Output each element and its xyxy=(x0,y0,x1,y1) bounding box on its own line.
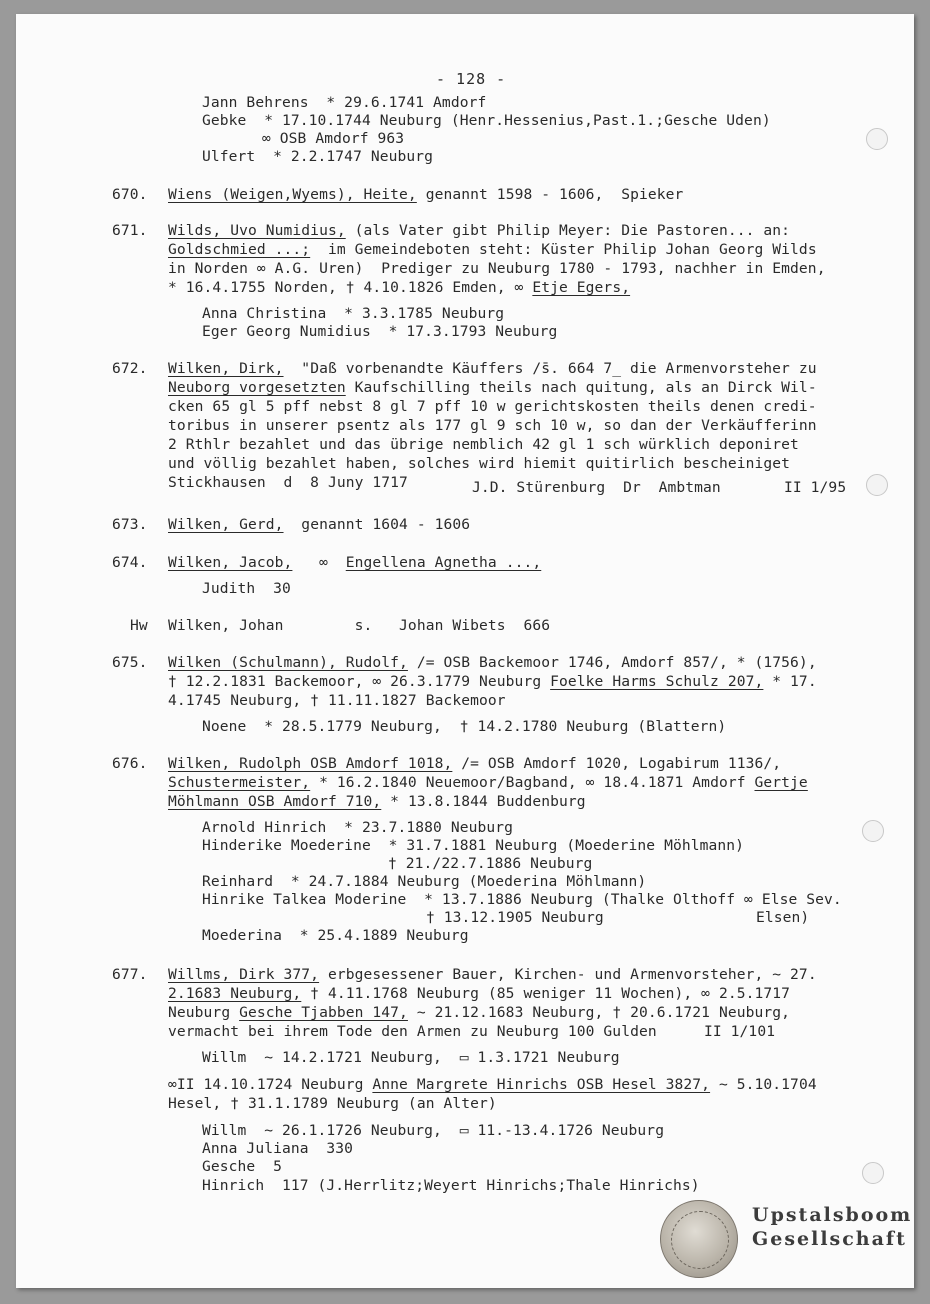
entry-name: Wilken, Rudolph OSB Amdorf 1018, xyxy=(168,755,453,772)
reference: II 1/95 xyxy=(784,479,847,496)
child-line: Arnold Hinrich * 23.7.1880 Neuburg xyxy=(202,819,514,836)
spouse-name: Gertje xyxy=(754,774,808,791)
entry-text: Kaufschilling theils nach quitung, als an Dirck Wil- xyxy=(345,379,817,396)
child-line: † 13.12.1905 Neuburg xyxy=(426,909,604,926)
entry-number: 674. xyxy=(112,554,148,571)
child-line: Moederina * 25.4.1889 Neuburg xyxy=(202,927,469,944)
punch-hole-icon xyxy=(862,1162,884,1184)
text-line: ∞ OSB Amdorf 963 xyxy=(262,130,405,147)
entry-line: Stickhausen d 8 Juny 1717 xyxy=(168,474,408,491)
entry-line xyxy=(168,1004,790,1022)
child-line: Hinrike Talkea Moderine * 13.7.1886 Neuburg (Thalke Olthoff ∞ Else Sev. xyxy=(202,891,842,908)
spouse-name: Foelke Harms Schulz 207, xyxy=(550,673,764,690)
entry-line xyxy=(168,186,683,204)
signature-line: J.D. Stürenburg Dr Ambtman xyxy=(472,479,721,496)
entry-text: ~ 21.12.1683 Neuburg, † 20.6.1721 Neuburg, xyxy=(407,1004,791,1021)
child-line: Reinhard * 24.7.1884 Neuburg (Moederina Möhlmann) xyxy=(202,873,647,890)
entry-line xyxy=(168,379,817,397)
child-line: Eger Georg Numidius * 17.3.1793 Neuburg xyxy=(202,323,558,340)
punch-hole-icon xyxy=(866,128,888,150)
entry-name: Wilken, Dirk, xyxy=(168,360,284,377)
logo-line-1: Upstalsboom xyxy=(752,1204,913,1226)
entry-number: 673. xyxy=(112,516,148,533)
entry-text: /= OSB Backemoor 1746, Amdorf 857/, * (1756), xyxy=(407,654,817,671)
entry-text: erbgesessener Bauer, Kirchen- und Armenvorsteher, ~ 27. xyxy=(319,966,817,983)
entry-number: 670. xyxy=(112,186,148,203)
document-page xyxy=(16,14,914,1288)
child-line: Judith 30 xyxy=(202,580,291,597)
entry-text: ∞ xyxy=(292,554,346,571)
entry-text: ~ 5.10.1704 xyxy=(710,1076,817,1093)
reference: II 1/101 xyxy=(704,1023,776,1040)
child-line: Willm ~ 26.1.1726 Neuburg, ▭ 11.-13.4.1726 Neuburg xyxy=(202,1122,665,1139)
entry-line xyxy=(168,673,817,691)
entry-text: * 16.2.1840 Neuemoor/Bagband, ∞ 18.4.1871 Amdorf xyxy=(310,774,755,791)
entry-line: 2 Rthlr bezahlet und das übrige nemblich 42 gl 1 sch würklich deponiret xyxy=(168,436,799,453)
spouse-name: Anne Margrete Hinrichs OSB Hesel 3827, xyxy=(372,1076,711,1093)
entry-line xyxy=(168,966,817,984)
entry-line xyxy=(168,654,817,672)
entry-text: (als Vater gibt Philip Meyer: Die Pastoren... an: xyxy=(345,222,791,239)
entry-name: Wilds, Uvo Numidius, xyxy=(168,222,346,239)
entry-name: Wilken (Schulmann), Rudolf, xyxy=(168,654,408,671)
child-line: Anna Christina * 3.3.1785 Neuburg xyxy=(202,305,505,322)
child-line: Noene * 28.5.1779 Neuburg, † 14.2.1780 Neuburg (Blattern) xyxy=(202,718,727,735)
punch-hole-icon xyxy=(866,474,888,496)
entry-number: Hw xyxy=(130,617,148,634)
entry-line xyxy=(168,1076,817,1094)
logo-line-2: Gesellschaft xyxy=(752,1228,907,1250)
underlined-text: Schustermeister, xyxy=(168,774,311,791)
entry-text: † 4.11.1768 Neuburg (85 weniger 11 Wochen), ∞ 2.5.1717 xyxy=(301,985,791,1002)
spouse-name: Etje Egers, xyxy=(532,279,631,296)
entry-line: vermacht bei ihrem Tode den Armen zu Neuburg 100 Gulden xyxy=(168,1023,657,1040)
child-line: † 21./22.7.1886 Neuburg xyxy=(388,855,593,872)
spouse-name: Möhlmann OSB Amdorf 710, xyxy=(168,793,382,810)
seal-icon xyxy=(660,1200,738,1278)
upstalsboom-logo xyxy=(660,1200,913,1280)
entry-line xyxy=(168,793,586,811)
entry-text: ∞II 14.10.1724 Neuburg xyxy=(168,1076,373,1093)
entry-number: 672. xyxy=(112,360,148,377)
entry-text: † 12.2.1831 Backemoor, ∞ 26.3.1779 Neuburg xyxy=(168,673,551,690)
spouse-name: Gesche Tjabben 147, xyxy=(239,1004,408,1021)
entry-name: Wilken, Gerd, xyxy=(168,516,284,533)
entry-text: /= OSB Amdorf 1020, Logabirum 1136/, xyxy=(452,755,782,772)
child-line: Gesche 5 xyxy=(202,1158,282,1175)
entry-name: Willms, Dirk 377, xyxy=(168,966,320,983)
underlined-text: Neuborg vorgesetzten xyxy=(168,379,346,396)
entry-line: cken 65 gl 5 pff nebst 8 gl 7 pff 10 w gerichtskosten theils denen credi- xyxy=(168,398,817,415)
underlined-text: 2.1683 Neuburg, xyxy=(168,985,302,1002)
entry-line: in Norden ∞ A.G. Uren) Prediger zu Neuburg 1780 - 1793, nachher in Emden, xyxy=(168,260,826,277)
entry-line: Hesel, † 31.1.1789 Neuburg (an Alter) xyxy=(168,1095,497,1112)
entry-line: toribus in unserer psentz als 177 gl 9 sch 10 w, so dan der Verkäufferinn xyxy=(168,417,817,434)
entry-number: 676. xyxy=(112,755,148,772)
entry-line xyxy=(168,774,808,792)
child-line: Willm ~ 14.2.1721 Neuburg, ▭ 1.3.1721 Neuburg xyxy=(202,1049,620,1066)
entry-line xyxy=(168,222,790,240)
entry-text: genannt 1604 - 1606 xyxy=(283,516,471,533)
entry-line xyxy=(168,279,630,297)
entry-line xyxy=(168,755,781,773)
page-number: - 128 - xyxy=(436,70,507,88)
child-line: Hinrich 117 (J.Herrlitz;Weyert Hinrichs;Thale Hinrichs) xyxy=(202,1177,700,1194)
punch-hole-icon xyxy=(862,820,884,842)
text-line: Jann Behrens * 29.6.1741 Amdorf xyxy=(202,94,487,111)
entry-line xyxy=(168,360,817,378)
child-line: Hinderike Moederine * 31.7.1881 Neuburg (Moederine Möhlmann) xyxy=(202,837,745,854)
entry-line: 4.1745 Neuburg, † 11.11.1827 Backemoor xyxy=(168,692,506,709)
child-line: Elsen) xyxy=(756,909,810,926)
entry-line xyxy=(168,554,541,572)
underlined-text: Goldschmied ...; xyxy=(168,241,311,258)
entry-text: Neuburg xyxy=(168,1004,240,1021)
text-line: Gebke * 17.10.1744 Neuburg (Henr.Hessenius,Past.1.;Gesche Uden) xyxy=(202,112,771,129)
entry-text: im Gemeindeboten steht: Küster Philip Johan Georg Wilds xyxy=(310,241,817,258)
entry-line xyxy=(168,516,470,534)
entry-text: "Daß vorbenandte Käuffers /̄s. 664 7̲ die Armenvorsteher zu xyxy=(283,360,817,377)
entry-text: * 16.4.1755 Norden, † 4.10.1826 Emden, ∞ xyxy=(168,279,533,296)
entry-text: genannt 1598 - 1606, Spieker xyxy=(416,186,684,203)
entry-line: Wilken, Johan s. Johan Wibets 666 xyxy=(168,617,551,634)
spouse-name: Engellena Agnetha ..., xyxy=(345,554,542,571)
text-line: Ulfert * 2.2.1747 Neuburg xyxy=(202,148,434,165)
child-line: Anna Juliana 330 xyxy=(202,1140,354,1157)
entry-line xyxy=(168,985,790,1003)
entry-line xyxy=(168,241,817,259)
entry-line: und völlig bezahlet haben, solches wird hiemit quitirlich bescheiniget xyxy=(168,455,791,472)
entry-name: Wiens (Weigen,Wyems), Heite, xyxy=(168,186,417,203)
entry-name: Wilken, Jacob, xyxy=(168,554,293,571)
entry-text: * 17. xyxy=(763,673,817,690)
entry-number: 677. xyxy=(112,966,148,983)
entry-number: 671. xyxy=(112,222,148,239)
entry-text: * 13.8.1844 Buddenburg xyxy=(381,793,586,810)
entry-number: 675. xyxy=(112,654,148,671)
